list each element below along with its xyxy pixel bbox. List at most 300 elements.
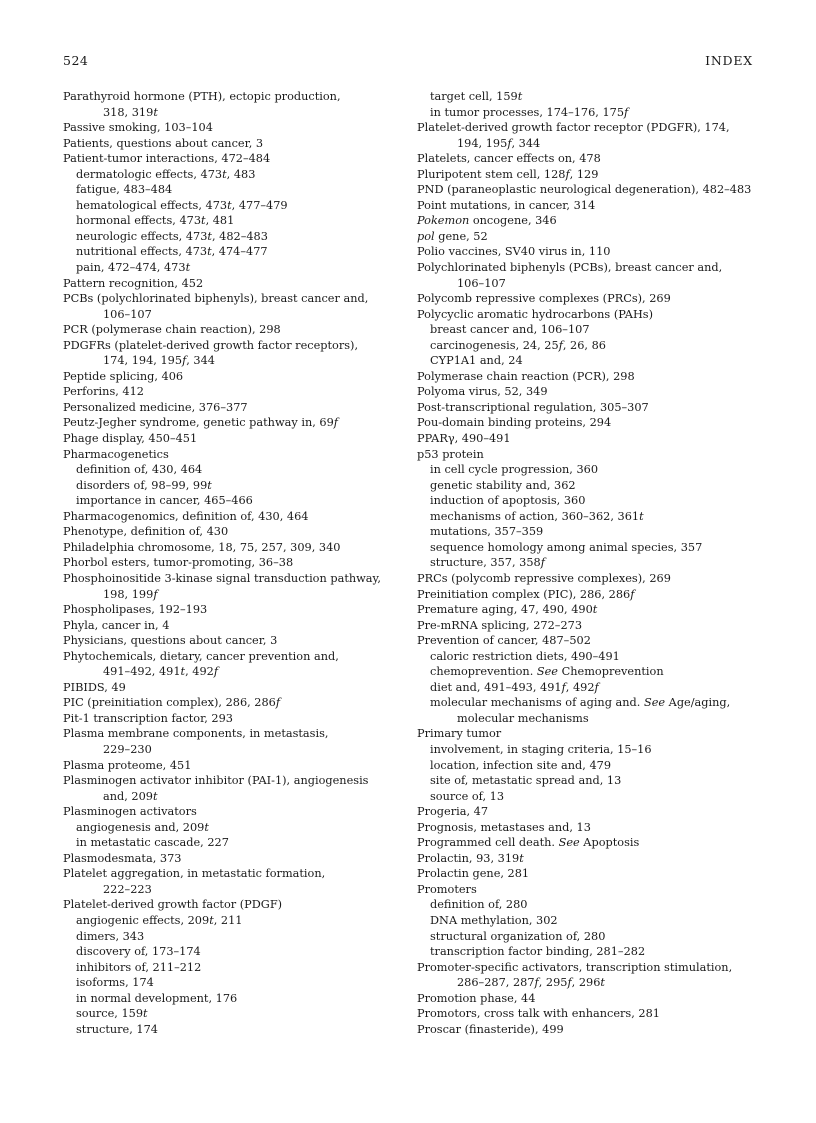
index-text: , 481 xyxy=(205,214,235,228)
index-entry xyxy=(417,960,757,976)
index-text: Programmed cell death. xyxy=(417,836,559,850)
index-entry xyxy=(63,711,403,727)
index-italic-text: f xyxy=(558,338,563,352)
index-text: in metastatic cascade, 227 xyxy=(76,836,229,850)
index-text: Prolactin, 93, 319 xyxy=(417,851,520,865)
index-text: Phenotype, definition of, 430 xyxy=(63,525,229,539)
index-entry xyxy=(63,369,403,385)
index-text: Pou-domain binding proteins, 294 xyxy=(417,416,612,430)
index-subentry xyxy=(417,524,757,540)
index-text: Polymerase chain reaction (PCR), 298 xyxy=(417,369,635,383)
index-text: , 211 xyxy=(213,913,243,927)
index-text: Polycyclic aromatic hydrocarbons (PAHs) xyxy=(417,307,654,321)
index-text: angiogenesis and, 209 xyxy=(76,820,205,834)
index-text: Premature aging, 47, 490, 490 xyxy=(417,603,593,617)
index-italic-text: t xyxy=(639,509,644,523)
index-text: 491–492, 491 xyxy=(103,665,181,679)
index-text: chemoprevention. xyxy=(430,665,537,679)
index-text: Platelet-derived growth factor (PDGF) xyxy=(63,898,283,912)
index-continuation xyxy=(63,587,403,603)
index-text: , 295 xyxy=(538,976,568,990)
index-subentry xyxy=(63,929,403,945)
index-text: Chemoprevention xyxy=(558,665,664,679)
index-entry xyxy=(63,524,403,540)
index-entry xyxy=(63,89,403,105)
index-text: Promoter-specific activators, transcription stimulation, xyxy=(417,960,733,974)
index-text: Pharmacogenetics xyxy=(63,447,169,461)
index-subentry xyxy=(63,835,403,851)
index-subentry xyxy=(417,742,757,758)
index-entry xyxy=(417,167,757,183)
index-text: diet and, 491–493, 491 xyxy=(430,680,562,694)
index-text: , 344 xyxy=(186,354,215,368)
index-entry xyxy=(417,182,757,198)
index-italic-text: t xyxy=(517,90,523,103)
index-continuation xyxy=(63,664,403,680)
index-text: 174, 194, 195 xyxy=(103,354,183,368)
index-entry xyxy=(63,649,403,665)
index-text: and, 209 xyxy=(103,789,153,803)
index-continuation xyxy=(63,307,403,323)
index-text: Polio vaccines, SV40 virus in, 110 xyxy=(417,245,611,259)
index-text: Plasmodesmata, 373 xyxy=(63,851,182,865)
index-italic-text: See xyxy=(536,665,558,679)
index-text: angiogenic effects, 209 xyxy=(76,913,210,927)
index-text: source of, 13 xyxy=(430,789,505,803)
index-text: structure, 357, 358 xyxy=(430,556,541,570)
index-subentry xyxy=(63,1022,403,1038)
index-entry xyxy=(63,415,403,431)
index-entry xyxy=(417,244,757,260)
index-subentry xyxy=(63,182,403,198)
index-subentry xyxy=(417,478,757,494)
index-text: dimers, 343 xyxy=(76,929,145,943)
index-text: hormonal effects, 473 xyxy=(76,214,202,228)
index-subentry xyxy=(417,897,757,913)
index-subentry xyxy=(417,695,757,711)
index-text: fatigue, 483–484 xyxy=(76,183,173,197)
index-entry xyxy=(417,804,757,820)
index-text: , 482–483 xyxy=(211,229,268,243)
index-italic-text: f xyxy=(594,680,599,694)
index-continuation xyxy=(63,353,403,369)
index-text: Prolactin gene, 281 xyxy=(417,867,530,881)
page-number: 524 xyxy=(63,53,89,68)
index-entry xyxy=(417,151,757,167)
index-text: Pit-1 transcription factor, 293 xyxy=(63,711,233,725)
index-italic-text: f xyxy=(507,136,512,150)
index-column-right xyxy=(417,89,757,1037)
index-entry xyxy=(63,851,403,867)
index-continuation xyxy=(417,975,757,991)
index-subentry xyxy=(417,322,757,338)
index-italic-text: t xyxy=(519,851,524,865)
index-text: Phorbol esters, tumor-promoting, 36–38 xyxy=(63,556,294,570)
index-entry xyxy=(63,633,403,649)
index-entry xyxy=(63,804,403,820)
index-entry xyxy=(417,1006,757,1022)
index-text: neurologic effects, 473 xyxy=(76,229,208,243)
index-subentry xyxy=(63,229,403,245)
index-text: Peptide splicing, 406 xyxy=(63,369,184,383)
index-text: 229–230 xyxy=(103,742,152,756)
index-subentry xyxy=(417,462,757,478)
index-subentry xyxy=(417,509,757,525)
index-text: 194, 195 xyxy=(457,136,508,150)
index-text: in tumor processes, 174–176, 175 xyxy=(430,105,625,119)
index-text: disorders of, 98–99, 99 xyxy=(76,478,208,492)
index-entry xyxy=(417,198,757,214)
index-italic-text: t xyxy=(207,245,212,259)
index-subentry xyxy=(417,338,757,354)
index-text: Plasma membrane components, in metastasis, xyxy=(63,727,329,741)
index-entry xyxy=(63,618,403,634)
index-text: involvement, in staging criteria, 15–16 xyxy=(430,742,652,756)
index-subentry xyxy=(417,913,757,929)
index-italic-text: See xyxy=(643,696,666,710)
index-entry xyxy=(417,633,757,649)
index-subentry xyxy=(63,960,403,976)
index-subentry xyxy=(417,105,757,121)
index-entry xyxy=(417,882,757,898)
index-text: hematological effects, 473 xyxy=(76,198,228,212)
index-continuation xyxy=(63,882,403,898)
index-text: Passive smoking, 103–104 xyxy=(63,121,213,135)
index-entry xyxy=(417,260,757,276)
index-subentry xyxy=(63,913,403,929)
index-text: dermatologic effects, 473 xyxy=(76,167,223,181)
index-text: , 492 xyxy=(565,680,595,694)
index-text: definition of, 280 xyxy=(430,898,528,912)
index-text: Prognosis, metastases and, 13 xyxy=(417,820,591,834)
index-text: Plasminogen activator inhibitor (PAI-1), angiogenesis xyxy=(63,774,369,788)
index-entry xyxy=(417,213,757,229)
index-text: Physicians, questions about cancer, 3 xyxy=(63,634,278,648)
index-entry xyxy=(63,120,403,136)
index-text: PRCs (polycomb repressive complexes), 269 xyxy=(417,571,671,585)
index-text: 222–223 xyxy=(103,882,152,896)
index-text: Phyla, cancer in, 4 xyxy=(63,618,170,632)
index-text: Preinitiation complex (PIC), 286, 286 xyxy=(417,587,631,601)
index-entry xyxy=(417,1022,757,1038)
index-text: induction of apoptosis, 360 xyxy=(430,494,586,508)
index-italic-text: t xyxy=(153,105,158,119)
index-italic-text: t xyxy=(600,976,605,990)
index-entry xyxy=(63,291,403,307)
index-subentry xyxy=(417,555,757,571)
index-italic-text: f xyxy=(534,976,539,990)
index-continuation xyxy=(417,136,757,152)
index-italic-text: Pokemon xyxy=(417,214,470,228)
index-text: Phosphoinositide 3-kinase signal transduction pathway, xyxy=(63,571,382,585)
index-text: source, 159 xyxy=(76,1007,144,1021)
index-entry xyxy=(63,773,403,789)
index-entry xyxy=(417,820,757,836)
index-italic-text: t xyxy=(185,261,191,275)
index-text: Polyoma virus, 52, 349 xyxy=(417,385,548,399)
index-text: in cell cycle progression, 360 xyxy=(430,463,599,477)
index-italic-text: t xyxy=(207,229,212,243)
index-entry xyxy=(417,571,757,587)
index-italic-text: f xyxy=(624,105,629,119)
index-italic-text: t xyxy=(209,913,214,927)
index-italic-text: t xyxy=(143,1007,148,1021)
index-entry xyxy=(417,726,757,742)
index-text: Pluripotent stem cell, 128 xyxy=(417,167,566,181)
index-italic-text: See xyxy=(558,836,580,850)
index-text: definition of, 430, 464 xyxy=(76,463,203,477)
index-text: importance in cancer, 465–466 xyxy=(76,494,253,508)
index-italic-text: f xyxy=(333,416,338,430)
index-subentry xyxy=(63,1006,403,1022)
index-continuation xyxy=(63,105,403,121)
index-subentry xyxy=(63,991,403,1007)
index-text: sequence homology among animal species, 357 xyxy=(430,540,703,554)
index-entry xyxy=(63,509,403,525)
index-text: , 477–479 xyxy=(231,198,288,212)
index-entry xyxy=(63,695,403,711)
index-text: Progeria, 47 xyxy=(417,805,489,819)
index-subentry xyxy=(63,198,403,214)
index-text: Phytochemicals, dietary, cancer prevention and, xyxy=(63,649,339,663)
index-subentry xyxy=(417,944,757,960)
index-text: location, infection site and, 479 xyxy=(430,758,612,772)
index-italic-text: f xyxy=(540,556,545,570)
index-continuation xyxy=(63,742,403,758)
index-text: , 483 xyxy=(226,167,256,181)
index-entry xyxy=(417,447,757,463)
index-italic-text: f xyxy=(275,696,281,710)
index-text: PDGFRs (platelet-derived growth factor receptors), xyxy=(63,338,359,352)
index-continuation xyxy=(63,789,403,805)
index-text: Primary tumor xyxy=(417,727,502,741)
index-entry xyxy=(63,151,403,167)
index-text: Point mutations, in cancer, 314 xyxy=(417,198,596,212)
index-text: Polycomb repressive complexes (PRCs), 269 xyxy=(417,292,671,306)
index-entry xyxy=(417,835,757,851)
index-text: , 344 xyxy=(511,136,541,150)
index-text: 106–107 xyxy=(103,307,152,321)
index-text: PND (paraneoplastic neurological degeneration), 482–483 xyxy=(417,183,752,197)
index-entry xyxy=(417,851,757,867)
index-text: Pre-mRNA splicing, 272–273 xyxy=(417,618,583,632)
index-italic-text: f xyxy=(561,680,566,694)
index-italic-text: t xyxy=(592,603,598,617)
index-text: transcription factor binding, 281–282 xyxy=(430,945,646,959)
index-text: nutritional effects, 473 xyxy=(76,245,208,259)
index-text: CYP1A1 and, 24 xyxy=(430,354,523,368)
index-text: Patient-tumor interactions, 472–484 xyxy=(63,152,271,166)
index-text: Post-transcriptional regulation, 305–307 xyxy=(417,400,649,414)
index-subentry xyxy=(63,820,403,836)
index-entry xyxy=(63,571,403,587)
index-italic-text: f xyxy=(567,976,572,990)
index-entry xyxy=(417,229,757,245)
index-text: DNA methylation, 302 xyxy=(430,913,558,927)
index-text: Philadelphia chromosome, 18, 75, 257, 309, 340 xyxy=(63,540,341,554)
index-text: genetic stability and, 362 xyxy=(430,478,576,492)
index-subentry xyxy=(63,167,403,183)
index-entry xyxy=(417,120,757,136)
index-entry xyxy=(417,291,757,307)
index-entry xyxy=(417,400,757,416)
index-text: Promotors, cross talk with enhancers, 281 xyxy=(417,1007,660,1021)
index-entry xyxy=(63,322,403,338)
index-text: Platelet-derived growth factor receptor (PDGFR), 174, xyxy=(417,121,730,135)
index-text: PIBIDS, 49 xyxy=(63,680,126,694)
index-text: Phospholipases, 192–193 xyxy=(63,603,208,617)
index-text: structure, 174 xyxy=(76,1022,158,1036)
index-italic-text: t xyxy=(201,214,206,228)
index-subentry xyxy=(417,493,757,509)
index-text: PIC (preinitiation complex), 286, 286 xyxy=(63,696,276,710)
index-text: Platelets, cancer effects on, 478 xyxy=(417,152,601,166)
index-text: , 474–477 xyxy=(211,245,268,259)
index-subentry xyxy=(63,944,403,960)
index-entry xyxy=(63,897,403,913)
index-text: oncogene, 346 xyxy=(469,214,557,228)
index-text: caloric restriction diets, 490–491 xyxy=(430,649,620,663)
index-text: Prevention of cancer, 487–502 xyxy=(417,634,591,648)
index-entry xyxy=(63,384,403,400)
index-entry xyxy=(63,136,403,152)
running-title: INDEX xyxy=(705,53,753,68)
index-subentry xyxy=(417,929,757,945)
index-text: target cell, 159 xyxy=(430,90,518,103)
index-text: isoforms, 174 xyxy=(76,976,154,990)
index-entry xyxy=(63,338,403,354)
index-entry xyxy=(417,602,757,618)
index-continuation xyxy=(417,276,757,292)
index-italic-text: pol xyxy=(417,229,435,243)
index-subentry xyxy=(417,758,757,774)
index-italic-text: t xyxy=(180,665,186,679)
index-text: Plasminogen activators xyxy=(63,805,197,819)
index-italic-text: t xyxy=(204,820,209,834)
index-text: Apoptosis xyxy=(579,836,640,850)
index-text: mutations, 357–359 xyxy=(430,525,544,539)
index-entry xyxy=(63,680,403,696)
index-subentry xyxy=(63,493,403,509)
index-text: Promoters xyxy=(417,882,477,896)
index-subentry xyxy=(417,789,757,805)
index-text: Pharmacogenomics, definition of, 430, 464 xyxy=(63,509,309,523)
index-italic-text: f xyxy=(213,665,219,679)
index-entry xyxy=(417,431,757,447)
index-italic-text: f xyxy=(153,587,158,601)
index-text: Personalized medicine, 376–377 xyxy=(63,400,248,414)
index-entry xyxy=(417,307,757,323)
index-entry xyxy=(63,758,403,774)
index-text: Polychlorinated biphenyls (PCBs), breast cancer and, xyxy=(417,261,723,275)
index-subentry xyxy=(417,89,757,105)
index-italic-text: f xyxy=(630,587,635,601)
index-subentry xyxy=(417,680,757,696)
index-text: carcinogenesis, 24, 25 xyxy=(430,338,559,352)
index-text: Parathyroid hormone (PTH), ectopic production, xyxy=(63,90,341,103)
index-text: breast cancer and, 106–107 xyxy=(430,323,590,337)
index-continuation xyxy=(417,711,757,727)
index-text: mechanisms of action, 360–362, 361 xyxy=(430,509,640,523)
index-subentry xyxy=(63,478,403,494)
index-italic-text: t xyxy=(227,198,232,212)
index-text: , 129 xyxy=(569,167,599,181)
index-italic-text: f xyxy=(565,167,570,181)
index-entry xyxy=(63,400,403,416)
index-entry xyxy=(417,991,757,1007)
index-text: Plasma proteome, 451 xyxy=(63,758,192,772)
index-subentry xyxy=(417,664,757,680)
index-text: PPARγ, 490–491 xyxy=(417,432,511,446)
index-subentry xyxy=(417,649,757,665)
index-subentry xyxy=(63,260,403,276)
index-subentry xyxy=(417,773,757,789)
index-text: Patients, questions about cancer, 3 xyxy=(63,136,264,150)
index-entry xyxy=(63,431,403,447)
index-text: in normal development, 176 xyxy=(76,991,238,1005)
index-text: PCR (polymerase chain reaction), 298 xyxy=(63,323,281,337)
index-text: site of, metastatic spread and, 13 xyxy=(430,774,622,788)
index-text: discovery of, 173–174 xyxy=(76,945,201,959)
index-text: 106–107 xyxy=(457,276,506,290)
index-text: Age/aging, xyxy=(665,696,731,710)
index-entry xyxy=(63,726,403,742)
index-italic-text: t xyxy=(207,478,212,492)
index-text: molecular mechanisms xyxy=(457,711,589,725)
index-text: gene, 52 xyxy=(434,229,488,243)
index-subentry xyxy=(63,244,403,260)
index-entry xyxy=(417,587,757,603)
index-text: Perforins, 412 xyxy=(63,385,144,399)
index-italic-text: t xyxy=(222,167,227,181)
index-entry xyxy=(63,555,403,571)
index-subentry xyxy=(63,975,403,991)
index-column-left xyxy=(63,89,403,1037)
index-text: Phage display, 450–451 xyxy=(63,432,198,446)
index-text: Pattern recognition, 452 xyxy=(63,276,204,290)
index-entry xyxy=(417,618,757,634)
index-text: 198, 199 xyxy=(103,587,154,601)
index-text: Proscar (finasteride), 499 xyxy=(417,1022,564,1036)
index-entry xyxy=(417,384,757,400)
index-text: Platelet aggregation, in metastatic formation, xyxy=(63,867,326,881)
index-text: , 492 xyxy=(185,665,214,679)
page-header xyxy=(63,53,753,73)
index-entry xyxy=(63,540,403,556)
index-subentry xyxy=(417,540,757,556)
index-text: p53 protein xyxy=(417,447,484,461)
index-subentry xyxy=(417,353,757,369)
index-entry xyxy=(63,276,403,292)
index-entry xyxy=(417,415,757,431)
index-entry xyxy=(417,369,757,385)
index-italic-text: t xyxy=(153,789,158,803)
index-text: molecular mechanisms of aging and. xyxy=(430,696,644,710)
index-entry xyxy=(63,866,403,882)
index-text: , 296 xyxy=(571,976,601,990)
index-entry xyxy=(417,866,757,882)
index-text: Promotion phase, 44 xyxy=(417,991,536,1005)
index-subentry xyxy=(63,462,403,478)
index-text: , 26, 86 xyxy=(562,338,606,352)
index-entry xyxy=(63,447,403,463)
index-text: 318, 319 xyxy=(103,105,154,119)
index-italic-text: f xyxy=(182,354,187,368)
index-text: PCBs (polychlorinated biphenyls), breast cancer and, xyxy=(63,292,369,306)
index-text: structural organization of, 280 xyxy=(430,929,606,943)
index-text: 286–287, 287 xyxy=(457,976,535,990)
index-text: pain, 472–474, 473 xyxy=(76,261,186,275)
